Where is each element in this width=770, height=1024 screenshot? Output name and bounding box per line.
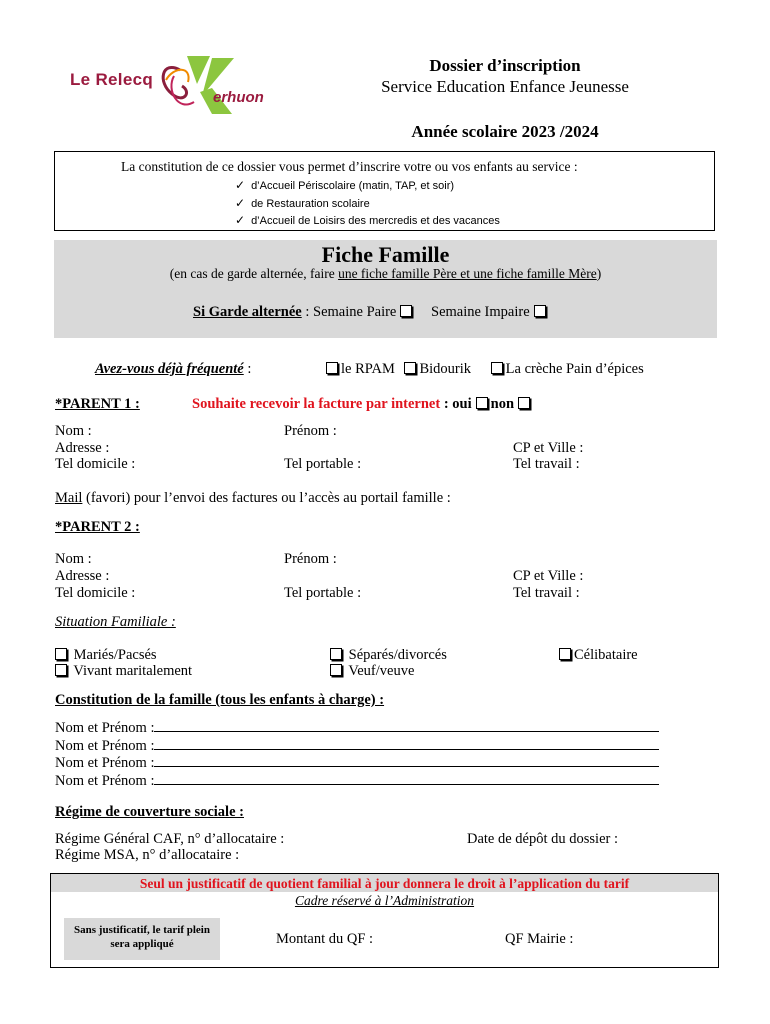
semaine-paire-checkbox[interactable] bbox=[400, 305, 412, 317]
check-icon: ✓ bbox=[235, 178, 246, 192]
garde-label: Si Garde alternée bbox=[193, 304, 302, 320]
logo bbox=[62, 52, 292, 124]
admin-box bbox=[50, 873, 719, 968]
check-icon: ✓ bbox=[235, 213, 246, 227]
child-row[interactable]: Nom et Prénom : bbox=[55, 754, 659, 772]
parent1-nom: Nom : bbox=[55, 423, 92, 439]
vivant-checkbox[interactable] bbox=[55, 664, 67, 676]
separes-checkbox[interactable] bbox=[330, 648, 342, 660]
parent2-label: *PARENT 2 : bbox=[55, 519, 140, 535]
situation-maries: Mariés/Pacsés bbox=[51, 647, 157, 664]
parent1-tel-travail: Tel travail : bbox=[513, 456, 580, 472]
regime-caf: Régime Général CAF, n° d’allocataire : bbox=[55, 831, 285, 847]
rpam-checkbox[interactable] bbox=[326, 362, 338, 374]
logo-text-kerhuon: erhuon bbox=[213, 89, 264, 106]
parent1-label: *PARENT 1 : bbox=[55, 396, 140, 412]
veuf-checkbox[interactable] bbox=[330, 664, 342, 676]
fiche-famille-box bbox=[54, 240, 717, 338]
parent2-prenom: Prénom : bbox=[284, 551, 337, 567]
parent1-adresse: Adresse : bbox=[55, 440, 110, 456]
intro-text: La constitution de ce dossier vous permet d’inscrire votre ou vos enfants au service : bbox=[121, 159, 578, 174]
situation-label: Situation Familiale : bbox=[55, 614, 176, 630]
situation-veuf: Veuf/veuve bbox=[326, 663, 414, 680]
regime-label: Régime de couverture sociale : bbox=[55, 804, 244, 820]
intro-item: ✓ d’Accueil de Loisirs des mercredis et des vacances bbox=[235, 213, 500, 227]
document-subtitle: Service Education Enfance Jeunesse bbox=[381, 77, 629, 96]
parent2-tel-travail: Tel travail : bbox=[513, 585, 580, 601]
facture-non-checkbox[interactable] bbox=[518, 397, 530, 409]
fiche-note: (en cas de garde alternée, faire une fiche famille Père et une fiche famille Mère) bbox=[169, 266, 602, 281]
parent1-cp-ville: CP et Ville : bbox=[513, 440, 584, 456]
parent2-tel-portable: Tel portable : bbox=[284, 585, 362, 601]
logo-text-relecq: Le Relecq bbox=[70, 70, 154, 89]
montant-qf: Montant du QF : bbox=[276, 931, 374, 947]
constitution-rows bbox=[55, 719, 659, 789]
child-row[interactable]: Nom et Prénom : bbox=[55, 719, 659, 737]
parent2-tel-domicile: Tel domicile : bbox=[55, 585, 136, 601]
constitution-label: Constitution de la famille (tous les enfants à charge) : bbox=[55, 692, 385, 708]
facture-oui-checkbox[interactable] bbox=[476, 397, 488, 409]
situation-separes: Séparés/divorcés bbox=[326, 647, 447, 664]
school-year: Année scolaire 2023 /2024 bbox=[411, 122, 599, 141]
mail-row: Mail (favori) pour l’envoi des factures ou l’accès au portail famille : bbox=[55, 490, 451, 506]
frequente-options: le RPAM Bidourik La crèche Pain d’épices bbox=[322, 361, 644, 378]
frequente-row: Avez-vous déjà fréquenté : bbox=[95, 361, 252, 377]
intro-box bbox=[54, 151, 715, 231]
cadre-admin: Cadre réservé à l’Administration bbox=[294, 893, 475, 908]
check-icon: ✓ bbox=[235, 195, 246, 210]
parent1-prenom: Prénom : bbox=[284, 423, 337, 439]
date-depot: Date de dépôt du dossier : bbox=[467, 831, 619, 847]
parent2-cp-ville: CP et Ville : bbox=[513, 568, 584, 584]
situation-vivant: Vivant maritalement bbox=[51, 663, 192, 680]
sans-justificatif-box: Sans justificatif, le tarif plein sera appliqué bbox=[64, 918, 220, 960]
document-title: Dossier d’inscription bbox=[429, 56, 581, 75]
intro-item: ✓ d’Accueil Périscolaire (matin, TAP, et soir) bbox=[235, 178, 455, 192]
child-row[interactable]: Nom et Prénom : bbox=[55, 737, 659, 755]
celibataire-checkbox[interactable] bbox=[559, 648, 571, 660]
child-row[interactable]: Nom et Prénom : bbox=[55, 772, 659, 790]
parent1-tel-domicile: Tel domicile : bbox=[55, 456, 136, 472]
creche-checkbox[interactable] bbox=[491, 362, 503, 374]
regime-msa: Régime MSA, n° d’allocataire : bbox=[55, 847, 240, 863]
parent1-tel-portable: Tel portable : bbox=[284, 456, 362, 472]
fiche-title: Fiche Famille bbox=[321, 242, 450, 267]
qf-mairie: QF Mairie : bbox=[505, 931, 574, 947]
semaine-impaire-checkbox[interactable] bbox=[534, 305, 546, 317]
bidourik-checkbox[interactable] bbox=[404, 362, 416, 374]
maries-checkbox[interactable] bbox=[55, 648, 67, 660]
frequente-label: Avez-vous déjà fréquenté bbox=[95, 361, 244, 377]
situation-celibataire: Célibataire bbox=[555, 647, 638, 664]
garde-alternee-row: Si Garde alternée : Semaine Paire Semaine Impaire bbox=[193, 304, 549, 321]
facture-internet-row: Souhaite recevoir la facture par internet : oui non bbox=[192, 396, 533, 413]
semaine-impaire-label: Semaine Impaire bbox=[431, 304, 530, 320]
intro-item: ✓ de Restauration scolaire bbox=[235, 195, 370, 210]
parent2-adresse: Adresse : bbox=[55, 568, 110, 584]
quotient-banner: Seul un justificatif de quotient familial à jour donnera le droit à l’application du tarif bbox=[51, 874, 718, 892]
intro-list bbox=[235, 177, 500, 230]
parent2-nom: Nom : bbox=[55, 551, 92, 567]
